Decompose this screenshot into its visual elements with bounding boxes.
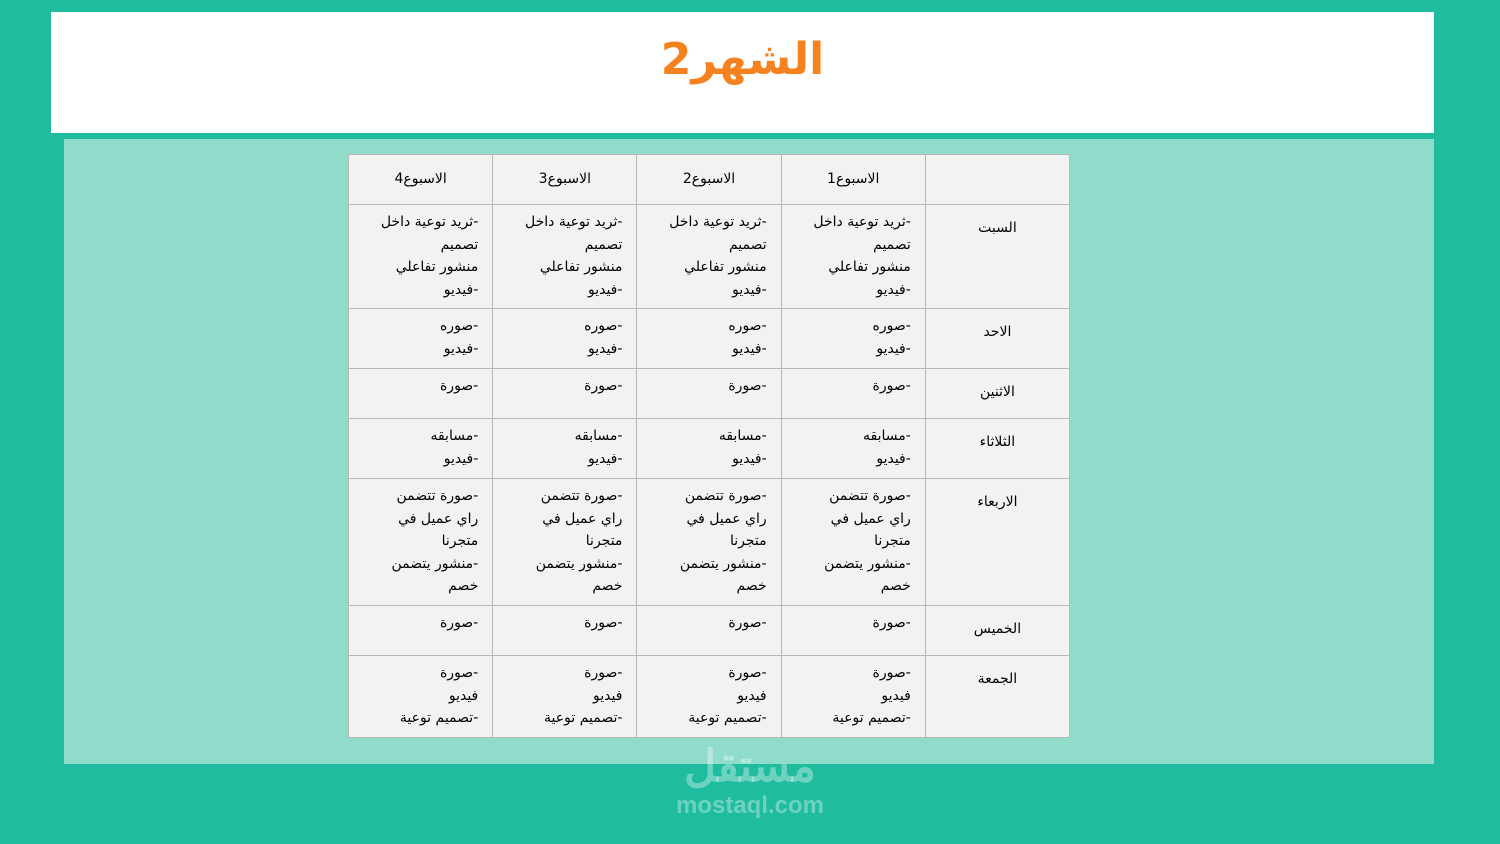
plan-line: -تصميم توعية [544, 710, 623, 726]
plan-line: خصم [592, 578, 623, 594]
plan-line: -صوره [439, 318, 479, 334]
plan-line: تصميم [584, 236, 623, 253]
table-row [349, 369, 1070, 419]
plan-cell [349, 205, 493, 309]
plan-line: -صورة [872, 615, 911, 631]
plan-cell [781, 606, 925, 656]
table-row [349, 479, 1070, 606]
plan-line: -صورة [728, 665, 767, 681]
plan-cell [781, 656, 925, 738]
corner-cell [925, 155, 1069, 205]
day-label: الجمعة [925, 656, 1069, 738]
plan-line: خصم [736, 578, 767, 594]
page-title: الشهر2 [660, 34, 825, 85]
plan-cell [493, 205, 637, 309]
plan-line: -فيديو [876, 281, 911, 298]
plan-line: فيديو [881, 687, 911, 704]
plan-cell [781, 479, 925, 606]
plan-line: -فيديو [876, 340, 911, 357]
plan-line: تصميم [728, 236, 767, 253]
plan-line: -فيديو [443, 281, 479, 298]
plan-line: راي عميل في [398, 510, 479, 527]
watermark-arabic: مستقل [684, 742, 816, 791]
plan-line: فيديو [737, 687, 767, 704]
plan-line: فيديو [448, 687, 479, 704]
day-label: السبت [925, 205, 1069, 309]
plan-line: منشور تفاعلي [828, 259, 911, 275]
plan-cell [637, 205, 781, 309]
plan-line: -صورة [872, 665, 911, 681]
plan-line: -مسابقه [430, 428, 479, 444]
plan-line: خصم [880, 578, 911, 594]
table-row [349, 656, 1070, 738]
plan-line: متجرنا [729, 533, 767, 549]
plan-line: -صوره [728, 318, 767, 334]
plan-line: -صورة تتضمن [829, 488, 911, 504]
plan-cell [493, 606, 637, 656]
plan-line: -صورة [728, 615, 767, 631]
plan-cell [493, 369, 637, 419]
plan-line: -صورة [584, 378, 623, 394]
plan-line: -صورة [584, 665, 623, 681]
week-header: الاسبوع1 [781, 155, 925, 205]
week-header: الاسبوع3 [493, 155, 637, 205]
plan-line: -صورة [872, 378, 911, 394]
table-row [349, 419, 1070, 479]
header-row [349, 155, 1070, 205]
plan-line: -تصميم توعية [832, 710, 911, 726]
plan-line: -صوره [872, 318, 911, 334]
plan-line: -ثريد توعية داخل [813, 214, 911, 230]
plan-line: -صورة [728, 378, 767, 394]
plan-cell [349, 309, 493, 369]
day-label: الاحد [925, 309, 1069, 369]
plan-line: -صورة تتضمن [684, 488, 767, 504]
plan-line: -مسابقه [718, 428, 767, 444]
plan-cell [781, 369, 925, 419]
plan-line: -فيديو [443, 340, 479, 357]
plan-cell [637, 606, 781, 656]
plan-line: متجرنا [874, 533, 911, 549]
plan-cell [493, 656, 637, 738]
table-row [349, 205, 1070, 309]
plan-line: -ثريد توعية داخل [669, 214, 767, 230]
plan-line: راي عميل في [830, 510, 911, 527]
plan-cell [781, 419, 925, 479]
plan-line: منشور تفاعلي [539, 259, 623, 275]
plan-line: منشور تفاعلي [684, 259, 767, 275]
plan-line: -فيديو [732, 450, 767, 467]
plan-line: خصم [448, 578, 479, 594]
table-row [349, 309, 1070, 369]
plan-cell [637, 479, 781, 606]
plan-line: -صوره [584, 318, 623, 334]
plan-line: -ثريد توعية داخل [525, 214, 623, 230]
plan-line: -منشور يتضمن [535, 555, 623, 572]
plan-line: -ثريد توعية داخل [380, 214, 479, 230]
plan-line: -فيديو [443, 450, 479, 467]
plan-cell [349, 656, 493, 738]
plan-line: راي عميل في [542, 510, 623, 527]
plan-line: -فيديو [587, 281, 623, 298]
plan-line: -فيديو [587, 340, 623, 357]
plan-line: -فيديو [876, 450, 911, 467]
plan-line: -صورة [584, 615, 623, 631]
plan-line: تصميم [440, 236, 479, 253]
plan-cell [493, 309, 637, 369]
plan-cell [781, 309, 925, 369]
week-header: الاسبوع2 [637, 155, 781, 205]
watermark-latin: mostaql.com [675, 792, 825, 819]
plan-line: -مسابقه [863, 428, 911, 444]
day-label: الاثنين [925, 369, 1069, 419]
plan-line: -منشور يتضمن [391, 555, 479, 572]
plan-line: -صورة [439, 615, 479, 631]
plan-line: -تصميم توعية [688, 710, 767, 726]
plan-line: -تصميم توعية [399, 710, 479, 726]
plan-cell [781, 205, 925, 309]
plan-cell [637, 309, 781, 369]
plan-line: فيديو [593, 687, 623, 704]
plan-line: -منشور يتضمن [824, 555, 911, 572]
plan-cell [637, 369, 781, 419]
plan-line: -صورة [439, 378, 479, 394]
plan-cell [637, 419, 781, 479]
table-row [349, 606, 1070, 656]
title-box [51, 12, 1434, 133]
plan-cell [349, 419, 493, 479]
day-label: الثلاثاء [925, 419, 1069, 479]
plan-cell [349, 369, 493, 419]
day-label: الخميس [925, 606, 1069, 656]
plan-cell [637, 656, 781, 738]
plan-line: -فيديو [587, 450, 623, 467]
plan-cell [349, 606, 493, 656]
schedule-table [348, 154, 1070, 738]
plan-line: -صورة تتضمن [540, 488, 623, 504]
plan-line: تصميم [873, 236, 911, 253]
plan-line: -فيديو [732, 340, 767, 357]
plan-line: -مسابقه [574, 428, 623, 444]
plan-line: راي عميل في [686, 510, 767, 527]
plan-cell [349, 479, 493, 606]
plan-line: -فيديو [732, 281, 767, 298]
plan-cell [493, 479, 637, 606]
plan-line: -منشور يتضمن [679, 555, 767, 572]
week-header: الاسبوع4 [349, 155, 493, 205]
plan-line: منشور تفاعلي [395, 259, 479, 275]
plan-line: متجرنا [441, 533, 479, 549]
plan-line: متجرنا [585, 533, 623, 549]
watermark [640, 742, 860, 820]
day-label: الاربعاء [925, 479, 1069, 606]
plan-line: -صورة تتضمن [396, 488, 479, 504]
plan-line: -صورة [439, 665, 479, 681]
plan-cell [493, 419, 637, 479]
